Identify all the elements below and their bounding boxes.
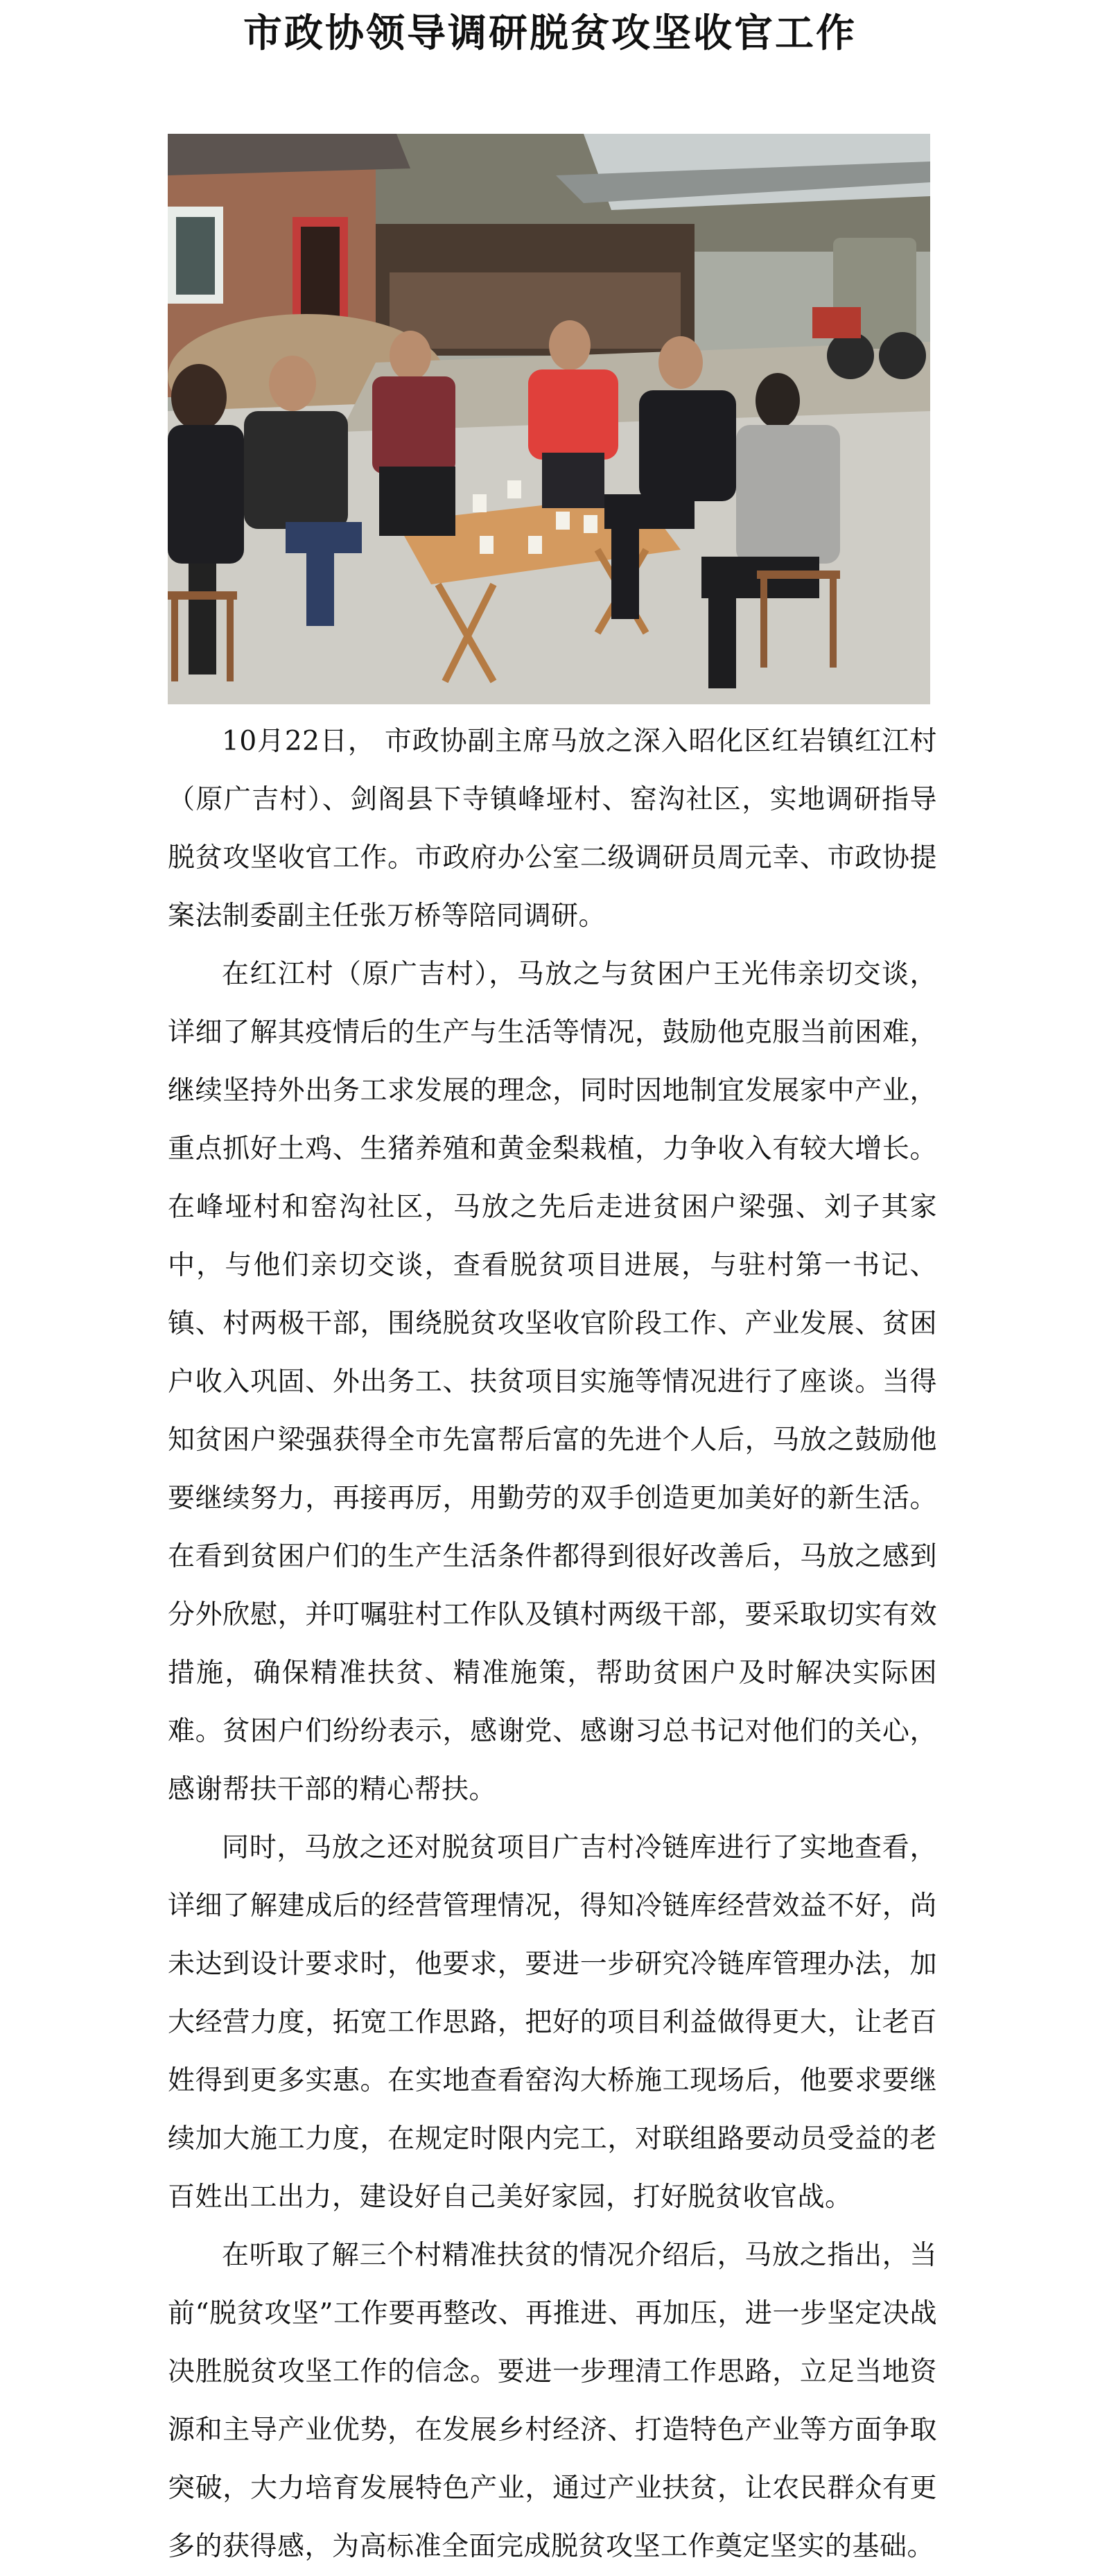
article-paragraph: 在红江村（原广吉村），马放之与贫困户王光伟亲切交谈，详细了解其疫情后的生产与生活等情况，鼓励他克服当前困难，继续坚持外出务工求发展的理念，同时因地制宜发展家中产业，重点抓好土鸡、生猪养殖和黄金梨栽植，力争收入有较大增长。在峰垭村和窑沟社区，马放之先后走进贫困户梁强、刘子其家中，与他们亲切交谈，查看脱贫项目进展，与驻村第一书记、镇、村两极干部，围绕脱贫攻坚收官阶段工作、产业发展、贫困户收入巩固、外出务工、扶贫项目实施等情况进行了座谈。当得知贫困户梁强获得全市先富帮后富的先进个人后，马放之鼓励他要继续努力，再接再厉，用勤劳的双手创造更加美好的新生活。在看到贫困户们的生产生活条件都得到很好改善后，马放之感到分外欣慰，并叮嘱驻村工作队及镇村两级干部，要采取切实有效措施，确保精准扶贫、精准施策，帮助贫困户及时解决实际困难。贫困户们纷纷表示，感谢党、感谢习总书记对他们的关心，感谢帮扶干部的精心帮扶。: [168, 959, 937, 1805]
article-paragraph: 10月22日， 市政协副主席马放之深入昭化区红岩镇红江村（原广吉村）、剑阁县下寺镇峰垭村、窑沟社区，实地调研指导脱贫攻坚收官工作。市政府办公室二级调研员周元幸、市政协提案法制委副主任张万桥等陪同调研。: [168, 726, 937, 932]
article-paragraph: 在听取了解三个村精准扶贫的情况介绍后，马放之指出，当前“脱贫攻坚”工作要再整改、再推进、再加压，进一步坚定决战决胜脱贫攻坚工作的信念。要进一步理清工作思路，立足当地资源和主导产业优势，在发展乡村经济、打造特色产业等方面争取突破，大力培育发展特色产业，通过产业扶贫，让农民群众有更多的获得感，为高标准全面完成脱贫攻坚工作奠定坚实的基础。: [168, 2240, 937, 2562]
news-photo-image: [168, 134, 930, 704]
article-title: 市政协领导调研脱贫攻坚收官工作: [243, 10, 857, 56]
article-body: [168, 713, 937, 2576]
news-photo: [168, 134, 930, 704]
article-paragraph: 同时，马放之还对脱贫项目广吉村冷链库进行了实地查看，详细了解建成后的经营管理情况，得知冷链库经营效益不好，尚未达到设计要求时，他要求，要进一步研究冷链库管理办法，加大经营力度，拓宽工作思路，把好的项目利益做得更大，让老百姓得到更多实惠。在实地查看窑沟大桥施工现场后，他要求要继续加大施工力度，在规定时限内完工，对联组路要动员受益的老百姓出工出力，建设好自己美好家园，打好脱贫收官战。: [168, 1832, 937, 2213]
